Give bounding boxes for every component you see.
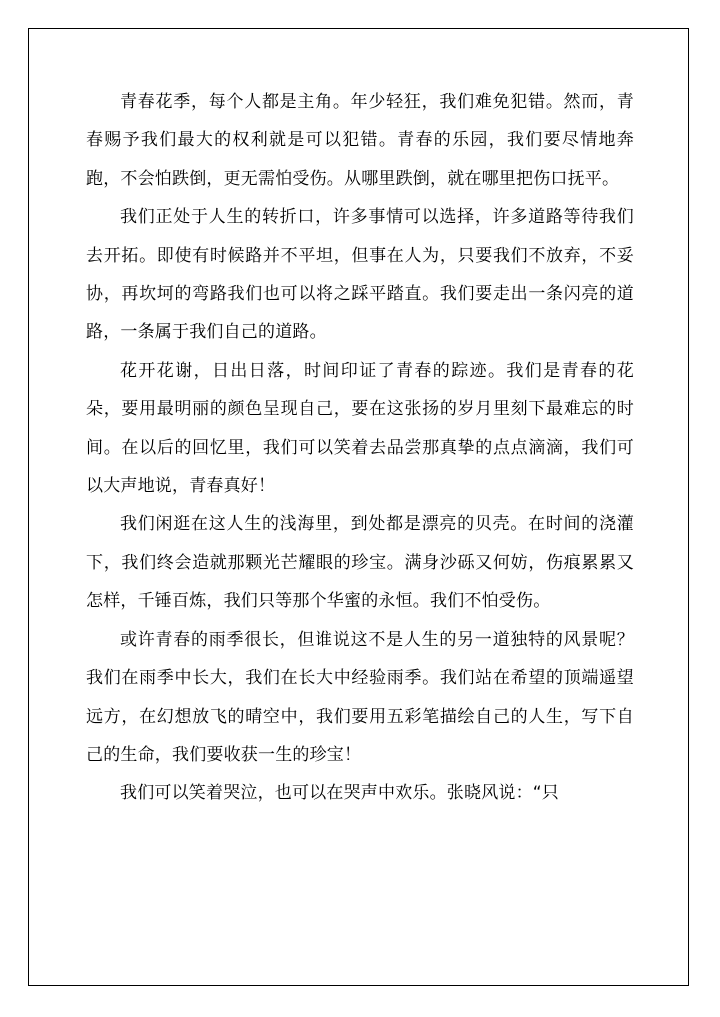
paragraph: 或许青春的雨季很长，但谁说这不是人生的另一道独特的风景呢？我们在雨季中长大，我们在长大中经验雨季。我们站在希望的顶端遥望远方，在幻想放飞的晴空中，我们要用五彩笔描绘自己的人生，写下自己的生命，我们要收获一生的珍宝！ <box>86 629 634 765</box>
paragraph: 我们正处于人生的转折口，许多事情可以选择，许多道路等待我们去开拓。即使有时候路并不平坦，但事在人为，只要我们不放弃，不妥协，再坎坷的弯路我们也可以将之踩平踏直。我们要走出一条闪亮的道路，一条属于我们自己的道路。 <box>86 207 634 343</box>
paragraph: 青春花季，每个人都是主角。年少轻狂，我们难免犯错。然而，青春赐予我们最大的权利就是可以犯错。青春的乐园，我们要尽情地奔跑，不会怕跌倒，更无需怕受伤。从哪里跌倒，就在哪里把伤口抚平。 <box>86 92 634 189</box>
paragraph: 我们闲逛在这人生的浅海里，到处都是漂亮的贝壳。在时间的浇灌下，我们终会造就那颗光芒耀眼的珍宝。满身沙砾又何妨，伤痕累累又怎样，千锤百炼，我们只等那个华蜜的永恒。我们不怕受伤。 <box>86 514 634 612</box>
paragraph: 花开花谢，日出日落，时间印证了青春的踪迹。我们是青春的花朵，要用最明丽的颜色呈现自己，要在这张扬的岁月里刻下最难忘的时间。在以后的回忆里，我们可以笑着去品尝那真挚的点点滴滴，我们可以大声地说，青春真好！ <box>86 360 634 497</box>
paragraph: 我们可以笑着哭泣，也可以在哭声中欢乐。张晓风说：“只 <box>120 783 560 804</box>
document-body <box>86 83 634 813</box>
